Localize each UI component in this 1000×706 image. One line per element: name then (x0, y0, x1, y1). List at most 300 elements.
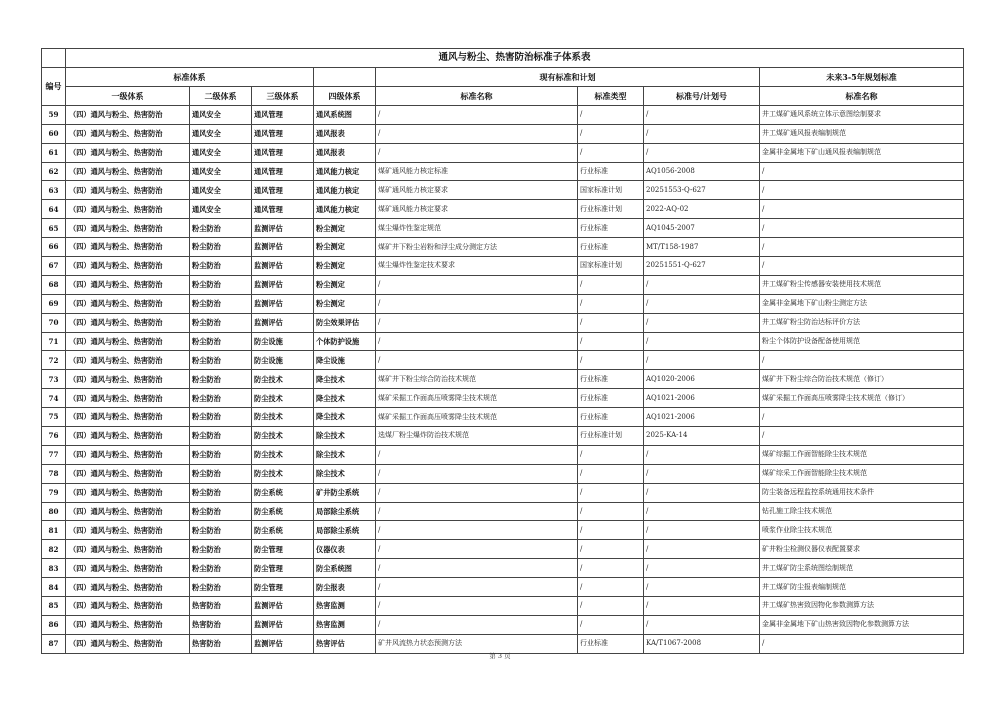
table-row (42, 294, 964, 313)
row-num: 70 (42, 313, 66, 332)
std-no-cell: AQ1020-2006 (644, 370, 760, 389)
row-num: 60 (42, 124, 66, 143)
std-no-cell: / (644, 275, 760, 294)
table-row (42, 408, 964, 427)
std-type-cell: 行业标准 (578, 389, 644, 408)
std-no-cell: / (644, 124, 760, 143)
std-name-cell: / (376, 502, 578, 521)
std-type-cell: 行业标准 (578, 219, 644, 238)
std-name-cell: / (376, 521, 578, 540)
level2-cell: 粉尘防治 (190, 332, 252, 351)
level3-cell: 防尘管理 (252, 578, 314, 597)
row-num: 68 (42, 275, 66, 294)
table-row (42, 200, 964, 219)
table-row (42, 483, 964, 502)
std-no-cell: / (644, 521, 760, 540)
level4-cell: 通风能力核定 (314, 200, 376, 219)
std-no-cell: / (644, 597, 760, 616)
level4-cell: 通风能力核定 (314, 162, 376, 181)
level3-cell: 监测评估 (252, 597, 314, 616)
row-num: 81 (42, 521, 66, 540)
std-type-cell: 行业标准 (578, 162, 644, 181)
std-no-cell: / (644, 502, 760, 521)
std-type-cell: 行业标准 (578, 634, 644, 653)
row-num: 66 (42, 238, 66, 257)
std-type-cell: / (578, 464, 644, 483)
table-title: 通风与粉尘、热害防治标准子体系表 (66, 49, 964, 68)
std-name-cell: / (376, 445, 578, 464)
std-name-cell: 矿井风流热力状态预测方法 (376, 634, 578, 653)
std-type-cell: / (578, 559, 644, 578)
level4-cell: 防尘系统图 (314, 559, 376, 578)
level3-cell: 防尘系统 (252, 521, 314, 540)
level3-cell: 防尘系统 (252, 502, 314, 521)
level2-cell: 粉尘防治 (190, 578, 252, 597)
table-row (42, 351, 964, 370)
level1-cell: （四）通风与粉尘、热害防治 (66, 464, 190, 483)
level4-cell: 粉尘测定 (314, 257, 376, 276)
future-name-cell: 金属非金属地下矿山粉尘测定方法 (760, 294, 964, 313)
row-num: 71 (42, 332, 66, 351)
level1-cell: （四）通风与粉尘、热害防治 (66, 502, 190, 521)
std-type-cell: / (578, 540, 644, 559)
std-type-cell: 行业标准 (578, 238, 644, 257)
level3-cell: 防尘技术 (252, 408, 314, 427)
level4-cell: 降尘技术 (314, 389, 376, 408)
std-name-cell: 煤尘爆炸性鉴定规范 (376, 219, 578, 238)
level1-cell: （四）通风与粉尘、热害防治 (66, 521, 190, 540)
future-name-cell: 井工煤矿通风报表编制规范 (760, 124, 964, 143)
level4-cell: 通风能力核定 (314, 181, 376, 200)
row-num: 84 (42, 578, 66, 597)
row-num: 73 (42, 370, 66, 389)
std-type-cell: / (578, 502, 644, 521)
level1-cell: （四）通风与粉尘、热害防治 (66, 332, 190, 351)
level3-cell: 防尘技术 (252, 427, 314, 446)
level4-cell: 通风报表 (314, 124, 376, 143)
row-num: 69 (42, 294, 66, 313)
level4-cell: 局部除尘系统 (314, 502, 376, 521)
level3-cell: 监测评估 (252, 294, 314, 313)
std-name-cell: / (376, 464, 578, 483)
level3-cell: 防尘设施 (252, 351, 314, 370)
level1-cell: （四）通风与粉尘、热害防治 (66, 445, 190, 464)
level2-cell: 通风安全 (190, 105, 252, 124)
level4-cell: 粉尘测定 (314, 275, 376, 294)
std-name-cell: / (376, 313, 578, 332)
table-row (42, 578, 964, 597)
std-name-cell: 煤矿井下粉尘综合防治技术规范 (376, 370, 578, 389)
header-level4: 四级体系 (314, 86, 376, 105)
level3-cell: 通风管理 (252, 105, 314, 124)
level4-cell: 粉尘测定 (314, 238, 376, 257)
std-name-cell: / (376, 143, 578, 162)
level4-cell: 除尘技术 (314, 445, 376, 464)
std-name-cell: 煤矿通风能力核定标准 (376, 162, 578, 181)
future-name-cell: / (760, 634, 964, 653)
level3-cell: 通风管理 (252, 162, 314, 181)
level4-cell: 热害监测 (314, 597, 376, 616)
level1-cell: （四）通风与粉尘、热害防治 (66, 634, 190, 653)
future-name-cell: 金属非金属地下矿山通风报表编制规范 (760, 143, 964, 162)
header-level2: 二级体系 (190, 86, 252, 105)
table-row (42, 389, 964, 408)
std-no-cell: 20251551-Q-627 (644, 257, 760, 276)
header-std-type: 标准类型 (578, 86, 644, 105)
std-type-cell: / (578, 294, 644, 313)
table-row (42, 597, 964, 616)
level2-cell: 粉尘防治 (190, 502, 252, 521)
std-type-cell: / (578, 351, 644, 370)
row-num: 65 (42, 219, 66, 238)
std-type-cell: 国家标准计划 (578, 257, 644, 276)
std-type-cell: / (578, 445, 644, 464)
row-num: 63 (42, 181, 66, 200)
future-name-cell: 井工煤矿热害致因物化参数测算方法 (760, 597, 964, 616)
level3-cell: 通风管理 (252, 181, 314, 200)
std-name-cell: 煤矿通风能力核定要求 (376, 200, 578, 219)
table-row (42, 521, 964, 540)
level2-cell: 粉尘防治 (190, 370, 252, 389)
row-num: 76 (42, 427, 66, 446)
level4-cell: 除尘技术 (314, 427, 376, 446)
std-type-cell: 行业标准 (578, 408, 644, 427)
future-name-cell: / (760, 427, 964, 446)
std-type-cell: / (578, 275, 644, 294)
level2-cell: 热害防治 (190, 615, 252, 634)
std-type-cell: 行业标准计划 (578, 200, 644, 219)
level4-cell: 防尘效果评估 (314, 313, 376, 332)
level2-cell: 热害防治 (190, 634, 252, 653)
row-num: 77 (42, 445, 66, 464)
row-num: 67 (42, 257, 66, 276)
std-no-cell: / (644, 559, 760, 578)
row-num: 85 (42, 597, 66, 616)
table-row (42, 615, 964, 634)
std-name-cell: 煤尘爆炸性鉴定技术要求 (376, 257, 578, 276)
level2-cell: 热害防治 (190, 597, 252, 616)
std-no-cell: / (644, 332, 760, 351)
level2-cell: 通风安全 (190, 162, 252, 181)
level3-cell: 防尘技术 (252, 445, 314, 464)
level3-cell: 防尘技术 (252, 370, 314, 389)
level1-cell: （四）通风与粉尘、热害防治 (66, 483, 190, 502)
std-no-cell: KA/T1067-2008 (644, 634, 760, 653)
std-type-cell: / (578, 483, 644, 502)
std-no-cell: / (644, 540, 760, 559)
level2-cell: 粉尘防治 (190, 559, 252, 578)
level1-cell: （四）通风与粉尘、热害防治 (66, 238, 190, 257)
std-name-cell: / (376, 540, 578, 559)
std-no-cell: 2022-AQ-02 (644, 200, 760, 219)
table-row (42, 275, 964, 294)
std-no-cell: 2025-KA-14 (644, 427, 760, 446)
row-num: 78 (42, 464, 66, 483)
table-row (42, 238, 964, 257)
level4-cell: 降尘技术 (314, 408, 376, 427)
level3-cell: 防尘技术 (252, 389, 314, 408)
level2-cell: 粉尘防治 (190, 275, 252, 294)
header-system: 标准体系 (66, 68, 314, 87)
level1-cell: （四）通风与粉尘、热害防治 (66, 351, 190, 370)
std-name-cell: / (376, 124, 578, 143)
header-level3: 三级体系 (252, 86, 314, 105)
standards-table (41, 48, 964, 654)
row-num: 83 (42, 559, 66, 578)
std-no-cell: AQ1056-2008 (644, 162, 760, 181)
level2-cell: 粉尘防治 (190, 313, 252, 332)
level4-cell: 通风报表 (314, 143, 376, 162)
std-no-cell: / (644, 351, 760, 370)
level4-cell: 防尘报表 (314, 578, 376, 597)
std-type-cell: / (578, 143, 644, 162)
row-num: 86 (42, 615, 66, 634)
level1-cell: （四）通风与粉尘、热害防治 (66, 597, 190, 616)
level4-cell: 降尘技术 (314, 370, 376, 389)
std-type-cell: / (578, 105, 644, 124)
row-num: 72 (42, 351, 66, 370)
level4-cell: 降尘设施 (314, 351, 376, 370)
level1-cell: （四）通风与粉尘、热害防治 (66, 313, 190, 332)
future-name-cell: / (760, 238, 964, 257)
row-num: 64 (42, 200, 66, 219)
level3-cell: 监测评估 (252, 238, 314, 257)
future-name-cell: 煤矿井下粉尘综合防治技术规范（修订） (760, 370, 964, 389)
future-name-cell: 井工煤矿粉尘传感器安装使用技术规范 (760, 275, 964, 294)
future-name-cell: 井工煤矿粉尘防治达标评价方法 (760, 313, 964, 332)
row-num: 75 (42, 408, 66, 427)
std-type-cell: 行业标准计划 (578, 427, 644, 446)
future-name-cell: 煤矿综掘工作面智能除尘技术规范 (760, 445, 964, 464)
table-row (42, 427, 964, 446)
std-no-cell: / (644, 578, 760, 597)
future-name-cell: 井工煤矿防尘系统图绘制规范 (760, 559, 964, 578)
level2-cell: 粉尘防治 (190, 351, 252, 370)
table-row (42, 370, 964, 389)
row-num: 62 (42, 162, 66, 181)
level1-cell: （四）通风与粉尘、热害防治 (66, 370, 190, 389)
future-name-cell: / (760, 351, 964, 370)
std-type-cell: 国家标准计划 (578, 181, 644, 200)
level1-cell: （四）通风与粉尘、热害防治 (66, 219, 190, 238)
std-name-cell: / (376, 578, 578, 597)
level3-cell: 监测评估 (252, 257, 314, 276)
row-num: 82 (42, 540, 66, 559)
table-row (42, 502, 964, 521)
std-name-cell: / (376, 559, 578, 578)
row-num: 61 (42, 143, 66, 162)
level4-cell: 通风系统图 (314, 105, 376, 124)
future-name-cell: 煤矿采掘工作面高压喷雾降尘技术规范（修订） (760, 389, 964, 408)
std-name-cell: / (376, 483, 578, 502)
future-name-cell: / (760, 219, 964, 238)
future-name-cell: 金属非金属地下矿山热害致因物化参数测算方法 (760, 615, 964, 634)
future-name-cell: 井工煤矿通风系统立体示意图绘制要求 (760, 105, 964, 124)
header-std-no: 标准号/计划号 (644, 86, 760, 105)
level1-cell: （四）通风与粉尘、热害防治 (66, 427, 190, 446)
level1-cell: （四）通风与粉尘、热害防治 (66, 143, 190, 162)
level4-cell: 热害监测 (314, 615, 376, 634)
std-no-cell: 20251553-Q-627 (644, 181, 760, 200)
level4-cell: 热害评估 (314, 634, 376, 653)
future-name-cell: 粉尘个体防护设备配备使用规范 (760, 332, 964, 351)
level2-cell: 通风安全 (190, 200, 252, 219)
table-row (42, 332, 964, 351)
table-row (42, 559, 964, 578)
level2-cell: 通风安全 (190, 181, 252, 200)
level1-cell: （四）通风与粉尘、热害防治 (66, 559, 190, 578)
std-type-cell: / (578, 597, 644, 616)
future-name-cell: 矿井粉尘检测仪器仪表配置要求 (760, 540, 964, 559)
table-row (42, 540, 964, 559)
level4-cell: 粉尘测定 (314, 294, 376, 313)
std-no-cell: AQ1021-2006 (644, 389, 760, 408)
table-row (42, 445, 964, 464)
level2-cell: 通风安全 (190, 143, 252, 162)
std-no-cell: / (644, 464, 760, 483)
level2-cell: 粉尘防治 (190, 540, 252, 559)
std-name-cell: 煤矿采掘工作面高压喷雾降尘技术规范 (376, 389, 578, 408)
level2-cell: 粉尘防治 (190, 464, 252, 483)
table-row (42, 464, 964, 483)
header-num: 编号 (42, 68, 66, 106)
std-type-cell: 行业标准 (578, 370, 644, 389)
std-name-cell: / (376, 597, 578, 616)
level2-cell: 粉尘防治 (190, 294, 252, 313)
level1-cell: （四）通风与粉尘、热害防治 (66, 257, 190, 276)
header-future: 未来3-5年规划标准 (760, 68, 964, 87)
level3-cell: 防尘系统 (252, 483, 314, 502)
level4-cell: 矿井防尘系统 (314, 483, 376, 502)
level1-cell: （四）通风与粉尘、热害防治 (66, 181, 190, 200)
level3-cell: 防尘管理 (252, 559, 314, 578)
level2-cell: 粉尘防治 (190, 427, 252, 446)
std-type-cell: / (578, 124, 644, 143)
level2-cell: 粉尘防治 (190, 238, 252, 257)
level3-cell: 防尘技术 (252, 464, 314, 483)
table-row (42, 219, 964, 238)
std-name-cell: / (376, 351, 578, 370)
level3-cell: 防尘设施 (252, 332, 314, 351)
level2-cell: 粉尘防治 (190, 219, 252, 238)
std-no-cell: AQ1021-2006 (644, 408, 760, 427)
level2-cell: 粉尘防治 (190, 257, 252, 276)
future-name-cell: / (760, 408, 964, 427)
std-name-cell: / (376, 275, 578, 294)
table-row (42, 257, 964, 276)
future-name-cell: 钻孔施工除尘技术规范 (760, 502, 964, 521)
level2-cell: 通风安全 (190, 124, 252, 143)
header-existing: 现有标准和计划 (376, 68, 760, 87)
level3-cell: 防尘管理 (252, 540, 314, 559)
level2-cell: 粉尘防治 (190, 483, 252, 502)
row-num: 74 (42, 389, 66, 408)
level4-cell: 局部除尘系统 (314, 521, 376, 540)
std-name-cell: 煤矿采掘工作面高压喷雾降尘技术规范 (376, 408, 578, 427)
level4-cell: 除尘技术 (314, 464, 376, 483)
level1-cell: （四）通风与粉尘、热害防治 (66, 105, 190, 124)
level1-cell: （四）通风与粉尘、热害防治 (66, 294, 190, 313)
std-type-cell: / (578, 313, 644, 332)
std-type-cell: / (578, 521, 644, 540)
row-num: 79 (42, 483, 66, 502)
level1-cell: （四）通风与粉尘、热害防治 (66, 124, 190, 143)
future-name-cell: / (760, 162, 964, 181)
std-name-cell: / (376, 332, 578, 351)
std-name-cell: 煤矿井下粉尘岩粉和浮尘成分测定方法 (376, 238, 578, 257)
std-no-cell: MT/T158-1987 (644, 238, 760, 257)
future-name-cell: / (760, 257, 964, 276)
level2-cell: 粉尘防治 (190, 521, 252, 540)
level1-cell: （四）通风与粉尘、热害防治 (66, 540, 190, 559)
level2-cell: 粉尘防治 (190, 389, 252, 408)
future-name-cell: 防尘装备远程监控系统通用技术条件 (760, 483, 964, 502)
level3-cell: 监测评估 (252, 634, 314, 653)
level4-cell: 仪器仪表 (314, 540, 376, 559)
std-name-cell: / (376, 615, 578, 634)
table-row (42, 162, 964, 181)
level1-cell: （四）通风与粉尘、热害防治 (66, 578, 190, 597)
level1-cell: （四）通风与粉尘、热害防治 (66, 275, 190, 294)
std-no-cell: / (644, 143, 760, 162)
std-no-cell: / (644, 105, 760, 124)
std-name-cell: 煤矿通风能力核定要求 (376, 181, 578, 200)
level3-cell: 监测评估 (252, 275, 314, 294)
table-row (42, 143, 964, 162)
level3-cell: 通风管理 (252, 143, 314, 162)
level3-cell: 监测评估 (252, 219, 314, 238)
level1-cell: （四）通风与粉尘、热害防治 (66, 408, 190, 427)
level3-cell: 通风管理 (252, 200, 314, 219)
future-name-cell: / (760, 181, 964, 200)
std-no-cell: AQ1045-2007 (644, 219, 760, 238)
std-no-cell: / (644, 483, 760, 502)
level1-cell: （四）通风与粉尘、热害防治 (66, 200, 190, 219)
level4-cell: 个体防护设施 (314, 332, 376, 351)
level3-cell: 监测评估 (252, 615, 314, 634)
header-level1: 一级体系 (66, 86, 190, 105)
future-name-cell: 喷浆作业除尘技术规范 (760, 521, 964, 540)
level1-cell: （四）通风与粉尘、热害防治 (66, 389, 190, 408)
std-type-cell: / (578, 332, 644, 351)
std-no-cell: / (644, 615, 760, 634)
std-name-cell: / (376, 105, 578, 124)
future-name-cell: 煤矿综采工作面智能除尘技术规范 (760, 464, 964, 483)
table-row (42, 124, 964, 143)
row-num: 87 (42, 634, 66, 653)
std-type-cell: / (578, 578, 644, 597)
level1-cell: （四）通风与粉尘、热害防治 (66, 162, 190, 181)
level3-cell: 监测评估 (252, 313, 314, 332)
header-std-name: 标准名称 (376, 86, 578, 105)
corner-cell (42, 49, 66, 68)
level4-cell: 粉尘测定 (314, 219, 376, 238)
table-row (42, 181, 964, 200)
std-no-cell: / (644, 445, 760, 464)
std-no-cell: / (644, 294, 760, 313)
row-num: 59 (42, 105, 66, 124)
std-no-cell: / (644, 313, 760, 332)
std-name-cell: / (376, 294, 578, 313)
level2-cell: 粉尘防治 (190, 445, 252, 464)
level2-cell: 粉尘防治 (190, 408, 252, 427)
page-footer: 第 3 页 (489, 652, 511, 660)
future-name-cell: 井工煤矿防尘报表编制规范 (760, 578, 964, 597)
std-name-cell: 选煤厂粉尘爆炸防治技术规范 (376, 427, 578, 446)
future-name-cell: / (760, 200, 964, 219)
level3-cell: 通风管理 (252, 124, 314, 143)
table-row (42, 313, 964, 332)
